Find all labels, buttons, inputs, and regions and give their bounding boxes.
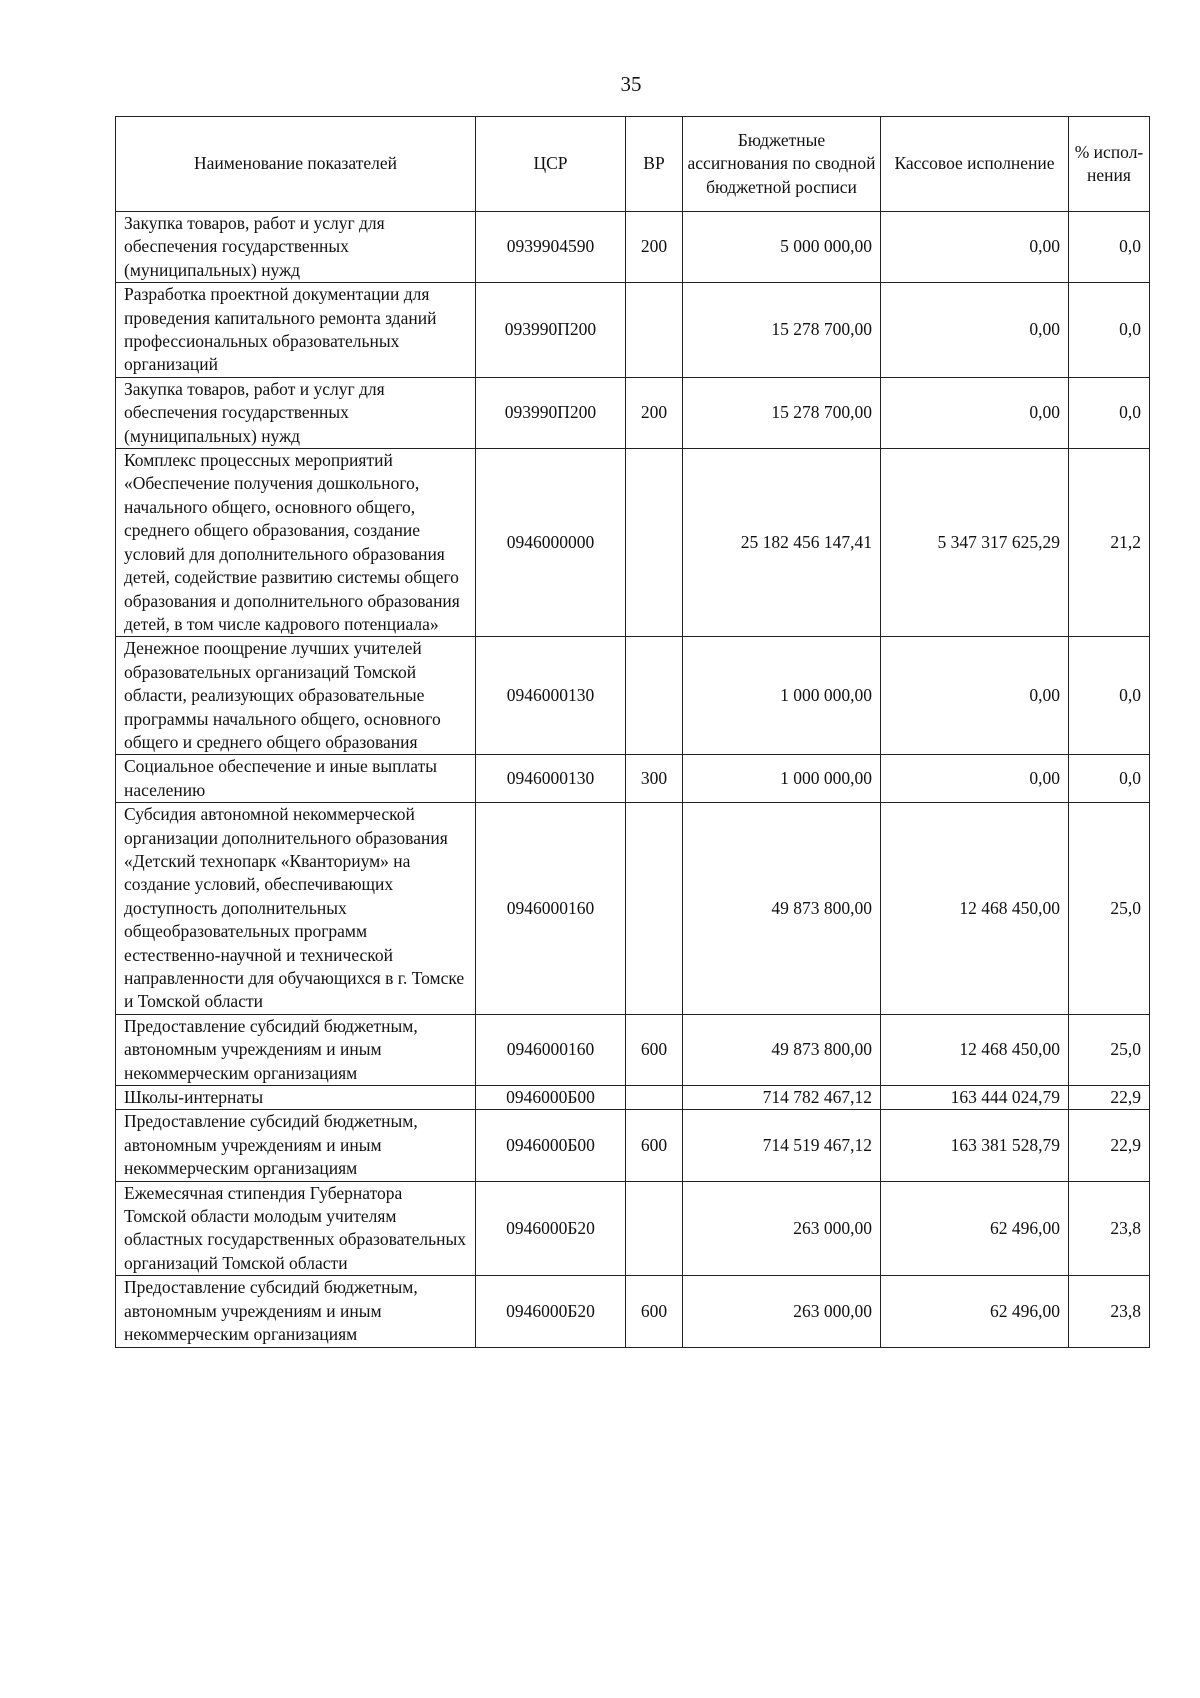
row-percent: 25,0 xyxy=(1069,1014,1150,1085)
row-percent: 23,8 xyxy=(1069,1181,1150,1276)
row-allocations: 263 000,00 xyxy=(683,1276,881,1347)
row-vr: 200 xyxy=(626,377,683,448)
row-percent: 23,8 xyxy=(1069,1276,1150,1347)
row-cash: 12 468 450,00 xyxy=(881,1014,1069,1085)
table-row xyxy=(116,377,1150,448)
row-name: Разработка проектной документации для проведения капитального ремонта зданий профессиональных образовательных организаций xyxy=(116,283,476,378)
table-row xyxy=(116,449,1150,637)
row-name: Предоставление субсидий бюджетным, автономным учреждениям и иным некоммерческим организациям xyxy=(116,1110,476,1181)
row-name: Комплекс процессных мероприятий «Обеспечение получения дошкольного, начального общего, основного общего, среднего общего образования, создание условий для дополнительного образования детей, содействие развитию системы общего образования и дополнительного образования детей, в том числе кадрового потенциала» xyxy=(116,449,476,637)
row-vr xyxy=(626,449,683,637)
table-row xyxy=(116,212,1150,283)
row-csr: 0946000130 xyxy=(476,755,626,803)
table-row xyxy=(116,1181,1150,1276)
page-number: 35 xyxy=(620,72,642,96)
row-cash: 0,00 xyxy=(881,212,1069,283)
row-name: Школы-интернаты xyxy=(116,1086,476,1110)
header-vr: ВР xyxy=(626,117,683,212)
row-allocations: 15 278 700,00 xyxy=(683,377,881,448)
row-percent: 0,0 xyxy=(1069,283,1150,378)
row-percent: 21,2 xyxy=(1069,449,1150,637)
row-vr xyxy=(626,283,683,378)
row-csr: 0946000Б00 xyxy=(476,1110,626,1181)
row-cash: 62 496,00 xyxy=(881,1276,1069,1347)
row-percent: 0,0 xyxy=(1069,377,1150,448)
row-allocations: 15 278 700,00 xyxy=(683,283,881,378)
row-name: Предоставление субсидий бюджетным, автономным учреждениям и иным некоммерческим организациям xyxy=(116,1014,476,1085)
table-row xyxy=(116,1014,1150,1085)
header-name: Наименование показателей xyxy=(116,117,476,212)
row-vr: 200 xyxy=(626,212,683,283)
row-vr: 300 xyxy=(626,755,683,803)
row-cash: 163 381 528,79 xyxy=(881,1110,1069,1181)
row-cash: 0,00 xyxy=(881,637,1069,755)
row-csr: 0946000130 xyxy=(476,637,626,755)
row-allocations: 25 182 456 147,41 xyxy=(683,449,881,637)
row-csr: 0946000Б20 xyxy=(476,1181,626,1276)
row-percent: 22,9 xyxy=(1069,1110,1150,1181)
row-percent: 0,0 xyxy=(1069,755,1150,803)
row-name: Закупка товаров, работ и услуг для обеспечения государственных (муниципальных) нужд xyxy=(116,377,476,448)
row-csr: 0946000000 xyxy=(476,449,626,637)
table-row xyxy=(116,1086,1150,1110)
table-row xyxy=(116,637,1150,755)
row-vr: 600 xyxy=(626,1276,683,1347)
row-allocations: 263 000,00 xyxy=(683,1181,881,1276)
row-name: Закупка товаров, работ и услуг для обеспечения государственных (муниципальных) нужд xyxy=(116,212,476,283)
row-name: Предоставление субсидий бюджетным, автономным учреждениям и иным некоммерческим организациям xyxy=(116,1276,476,1347)
row-cash: 0,00 xyxy=(881,755,1069,803)
row-name: Социальное обеспечение и иные выплаты населению xyxy=(116,755,476,803)
table-row xyxy=(116,1276,1150,1347)
row-name: Денежное поощрение лучших учителей образовательных организаций Томской области, реализующих образовательные программы начального общего, основного общего и среднего общего образования xyxy=(116,637,476,755)
row-cash: 62 496,00 xyxy=(881,1181,1069,1276)
row-vr xyxy=(626,1181,683,1276)
row-csr: 093990П200 xyxy=(476,283,626,378)
header-cash: Кассовое исполнение xyxy=(881,117,1069,212)
table-row xyxy=(116,1110,1150,1181)
header-percent: % испол-нения xyxy=(1069,117,1150,212)
row-percent: 25,0 xyxy=(1069,803,1150,1015)
row-allocations: 5 000 000,00 xyxy=(683,212,881,283)
header-allocations: Бюджетные ассигнования по сводной бюджетной росписи xyxy=(683,117,881,212)
row-vr: 600 xyxy=(626,1014,683,1085)
row-allocations: 1 000 000,00 xyxy=(683,637,881,755)
row-allocations: 714 519 467,12 xyxy=(683,1110,881,1181)
row-percent: 0,0 xyxy=(1069,637,1150,755)
table-row xyxy=(116,755,1150,803)
row-csr: 093990П200 xyxy=(476,377,626,448)
row-csr: 0939904590 xyxy=(476,212,626,283)
row-csr: 0946000160 xyxy=(476,1014,626,1085)
row-vr xyxy=(626,1086,683,1110)
row-allocations: 49 873 800,00 xyxy=(683,803,881,1015)
row-percent: 0,0 xyxy=(1069,212,1150,283)
row-cash: 5 347 317 625,29 xyxy=(881,449,1069,637)
table-row xyxy=(116,283,1150,378)
table-row xyxy=(116,803,1150,1015)
row-cash: 0,00 xyxy=(881,377,1069,448)
row-cash: 0,00 xyxy=(881,283,1069,378)
row-allocations: 1 000 000,00 xyxy=(683,755,881,803)
row-vr: 600 xyxy=(626,1110,683,1181)
budget-table xyxy=(115,116,1150,1348)
row-csr: 0946000Б20 xyxy=(476,1276,626,1347)
row-cash: 163 444 024,79 xyxy=(881,1086,1069,1110)
row-csr: 0946000Б00 xyxy=(476,1086,626,1110)
row-vr xyxy=(626,803,683,1015)
row-allocations: 49 873 800,00 xyxy=(683,1014,881,1085)
table-header-row xyxy=(116,117,1150,212)
header-csr: ЦСР xyxy=(476,117,626,212)
row-vr xyxy=(626,637,683,755)
row-name: Субсидия автономной некоммерческой организации дополнительного образования «Детский технопарк «Кванториум» на создание условий, обеспечивающих доступность дополнительных общеобразовательных программ естественно-научной и технической направленности для обучающихся в г. Томске и Томской области xyxy=(116,803,476,1015)
row-name: Ежемесячная стипендия Губернатора Томской области молодым учителям областных государственных образовательных организаций Томской области xyxy=(116,1181,476,1276)
row-allocations: 714 782 467,12 xyxy=(683,1086,881,1110)
row-csr: 0946000160 xyxy=(476,803,626,1015)
row-cash: 12 468 450,00 xyxy=(881,803,1069,1015)
row-percent: 22,9 xyxy=(1069,1086,1150,1110)
